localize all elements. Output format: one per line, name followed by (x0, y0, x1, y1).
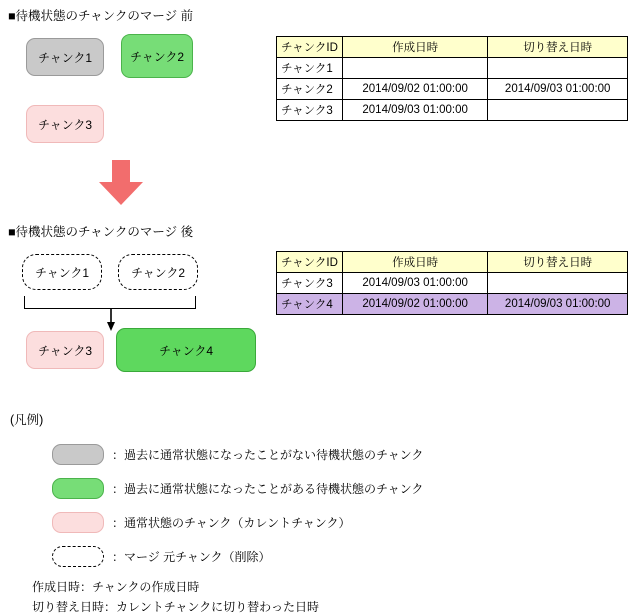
table-before (276, 36, 628, 121)
chunk-box-3-before (26, 105, 104, 143)
cell-created: 2014/09/03 01:00:00 (342, 273, 487, 294)
chunk-label: チャンク3 (37, 117, 93, 132)
merge-arrow-icon (104, 309, 118, 334)
legend-item-dashed (52, 546, 271, 567)
section-title-before: ■待機状態のチャンクのマージ 前 (8, 9, 194, 23)
cell-switched (488, 100, 628, 121)
chunk-label: チャンク1 (37, 50, 93, 65)
legend-swatch-green-icon (52, 478, 104, 499)
legend-note-created: 作成日時：チャンクの作成日時 (32, 580, 200, 594)
col-header-switched: 切り替え日時 (488, 252, 628, 273)
cell-switched (488, 273, 628, 294)
col-header-chunk-id: チャンクID (277, 37, 343, 58)
chunk-box-4-after (116, 328, 256, 372)
down-arrow-icon (95, 160, 147, 209)
table-header-row (277, 252, 628, 273)
cell-chunk-id: チャンク1 (277, 58, 343, 79)
table-header-row (277, 37, 628, 58)
section-title-after: ■待機状態のチャンクのマージ 後 (8, 225, 194, 239)
cell-created: 2014/09/02 01:00:00 (342, 294, 487, 315)
chunk-box-1-before (26, 38, 104, 76)
cell-chunk-id: チャンク3 (277, 273, 343, 294)
merge-source-chunk-2 (118, 254, 198, 290)
cell-chunk-id: チャンク4 (277, 294, 343, 315)
chunk-label: チャンク1 (34, 265, 90, 280)
table-row (277, 100, 628, 121)
legend-item-green (52, 478, 423, 499)
chunk-box-2-before (121, 34, 193, 78)
legend-item-gray (52, 444, 423, 465)
merge-bracket (24, 296, 196, 309)
table-row-highlighted (277, 294, 628, 315)
merge-source-chunk-1 (22, 254, 102, 290)
col-header-created: 作成日時 (342, 37, 487, 58)
legend-item-label: ：過去に通常状態になったことがある待機状態のチャンク (112, 482, 424, 496)
cell-created (342, 58, 487, 79)
table-row (277, 79, 628, 100)
legend-item-label: ：マージ 元チャンク（削除） (112, 550, 271, 564)
legend-item-pink (52, 512, 351, 533)
chunk-label: チャンク2 (129, 49, 185, 64)
legend-swatch-pink-icon (52, 512, 104, 533)
chunk-label: チャンク2 (130, 265, 186, 280)
cell-created: 2014/09/03 01:00:00 (342, 100, 487, 121)
table-row (277, 273, 628, 294)
chunk-label: チャンク3 (37, 343, 93, 358)
legend-swatch-dashed-icon (52, 546, 104, 567)
chunk-label: チャンク4 (158, 343, 214, 358)
cell-chunk-id: チャンク2 (277, 79, 343, 100)
legend-title: (凡例) (10, 413, 44, 427)
col-header-chunk-id: チャンクID (277, 252, 343, 273)
legend-note-switched: 切り替え日時：カレントチャンクに切り替わった日時 (32, 600, 319, 614)
legend-swatch-gray-icon (52, 444, 104, 465)
cell-switched (488, 58, 628, 79)
legend-item-label: ：過去に通常状態になったことがない待機状態のチャンク (112, 448, 424, 462)
cell-switched: 2014/09/03 01:00:00 (488, 294, 628, 315)
chunk-box-3-after (26, 331, 104, 369)
cell-switched: 2014/09/03 01:00:00 (488, 79, 628, 100)
cell-created: 2014/09/02 01:00:00 (342, 79, 487, 100)
legend-item-label: ：通常状態のチャンク（カレントチャンク） (112, 516, 351, 530)
cell-chunk-id: チャンク3 (277, 100, 343, 121)
col-header-created: 作成日時 (342, 252, 487, 273)
table-row (277, 58, 628, 79)
col-header-switched: 切り替え日時 (488, 37, 628, 58)
table-after (276, 251, 628, 315)
